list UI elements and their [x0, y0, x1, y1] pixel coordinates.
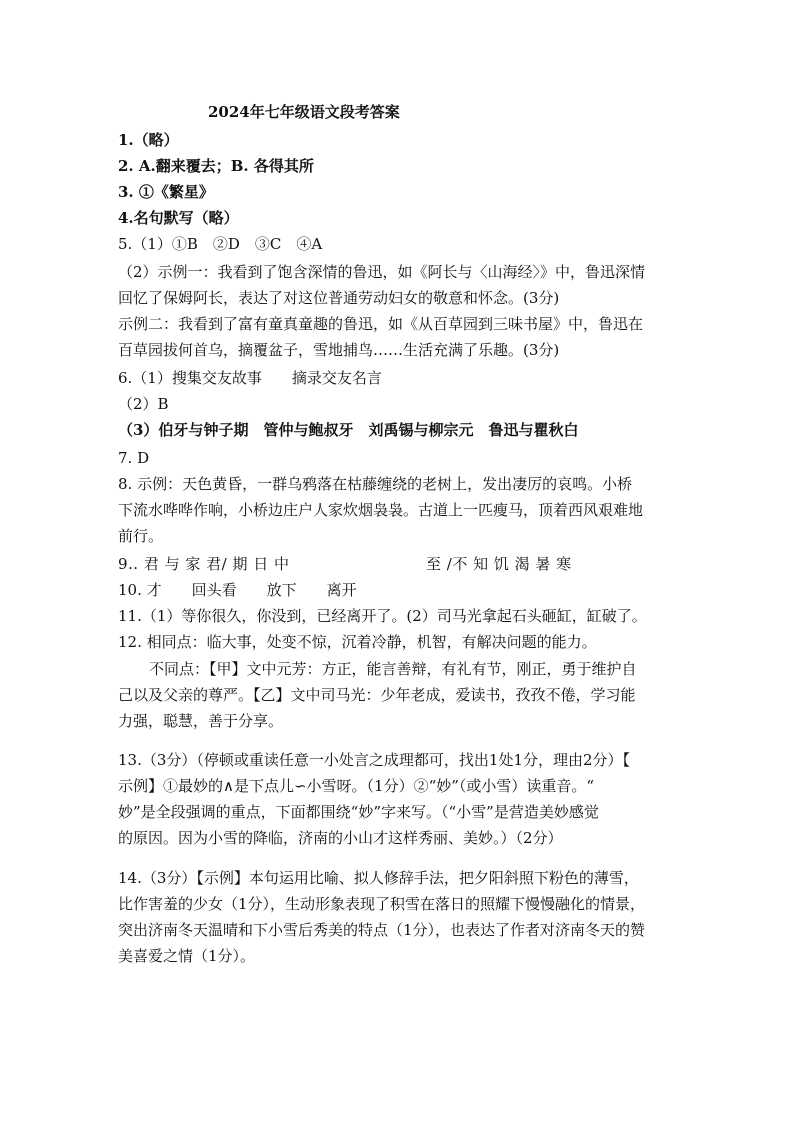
answer-line-12-diff-cont: 己以及父亲的尊严。【乙】文中司马光：少年老成，爱读书，孜孜不倦，学习能: [118, 686, 636, 704]
answer-line-8-end: 前行。: [118, 527, 164, 545]
answer-line-14-cont-1: 比作害羞的少女（1分），生动形象表现了积雪在落日的照耀下慢慢融化的情景，: [118, 895, 646, 913]
answer-line-9-right: 至 /不 知 饥 渴 暑 寒: [426, 555, 572, 573]
answer-line-13-cont-3: 的原因。因为小雪的降临，济南的小山才这样秀丽、美妙。）（2分）: [118, 829, 563, 847]
answer-line-8-cont: 下流水哗哗作响，小桥边庄户人家炊烟袅袅。古道上一匹瘦马，顶着西风艰难地: [118, 501, 644, 519]
answer-line-6: 6.（1）搜集交友故事 摘录交友名言: [118, 369, 382, 387]
answer-line-5-example2: 示例二：我看到了富有童真童趣的鲁迅，如《从百草园到三味书屋》中，鲁迅在: [118, 315, 644, 333]
answer-line-2: 2. A.翻来覆去；B. 各得其所: [118, 157, 314, 175]
answer-line-12: 12. 相同点：临大事，处变不惊，沉着冷静，机智，有解决问题的能力。: [118, 633, 597, 651]
answer-line-9-left: 9.. 君 与 家 君/ 期 日 中: [118, 555, 290, 573]
answer-line-5-2: （2）示例一：我看到了饱含深情的鲁迅，如《阿长与〈山海经〉》中，鲁迅深情: [118, 263, 646, 281]
answer-line-4: 4.名句默写（略）: [118, 209, 239, 227]
answer-line-10: 10. 才 回头看 放下 离开: [118, 581, 357, 599]
answer-line-3: 3. ①《繁星》: [118, 183, 214, 201]
answer-line-1: 1.（略）: [118, 131, 179, 149]
answer-line-7: 7. D: [118, 449, 150, 467]
answer-line-12-diff-end: 力强，聪慧，善于分享。: [118, 712, 284, 730]
answer-line-5: 5.（1）①B ②D ③C ④A: [118, 235, 323, 253]
answer-line-13-cont-1: 示例】①最妙的∧是下点儿∽小雪呀。（1分）②“妙”（或小雪）读重音。“: [118, 777, 595, 795]
answer-line-6-3: （3）伯牙与钟子期 管仲与鲍叔牙 刘禹锡与柳宗元 鲁迅与瞿秋白: [118, 421, 579, 439]
answer-line-11: 11.（1）等你很久，你没到，已经离开了。(2）司马光拿起石头砸缸，缸破了。: [118, 607, 647, 625]
answer-line-5-example2-cont: 百草园拔何首乌，摘覆盆子，雪地捕鸟……生活充满了乐趣。(3分): [118, 341, 560, 359]
answer-line-13: 13.（3分）（停顿或重读任意一小处言之成理都可，找出1处1分，理由2分）【: [118, 751, 631, 769]
answer-line-8: 8. 示例：天色黄昏，一群乌鸦落在枯藤缠绕的老树上，发出凄厉的哀鸣。小桥: [118, 475, 633, 493]
answer-line-14-cont-2: 突出济南冬天温晴和下小雪后秀美的特点（1分），也表达了作者对济南冬天的赞: [118, 921, 646, 939]
answer-line-5-2-cont: 回忆了保姆阿长，表达了对这位普通劳动妇女的敬意和怀念。(3分): [118, 289, 560, 307]
answer-line-12-diff: 不同点：【甲】文中元芳：方正，能言善辩，有礼有节，刚正，勇于维护自: [149, 660, 637, 678]
answer-line-13-cont-2: 妙”是全段强调的重点，下面都围绕“妙”字来写。（“小雪”是营造美妙感觉: [118, 803, 599, 821]
answer-line-14: 14.（3分）【示例】本句运用比喻、拟人修辞手法，把夕阳斜照下粉色的薄雪，: [118, 869, 639, 887]
answer-line-6-2: （2）B: [118, 395, 169, 413]
document-title: 2024年七年级语文段考答案: [208, 103, 400, 121]
answer-line-14-end: 美喜爱之情（1分）。: [118, 947, 256, 965]
